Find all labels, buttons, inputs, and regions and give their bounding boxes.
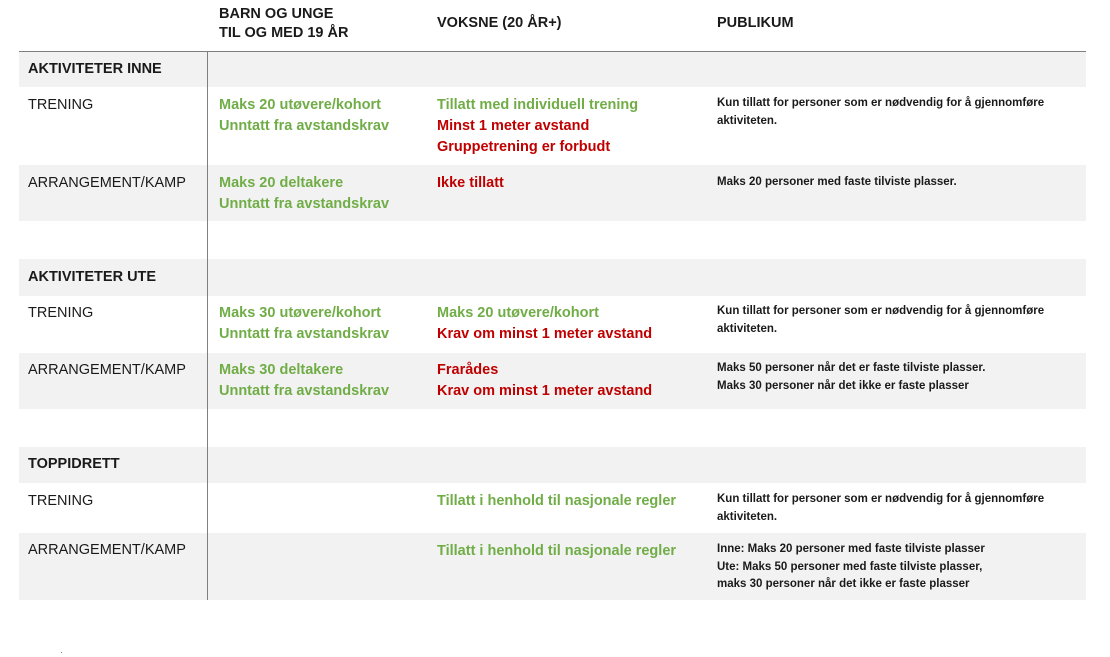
cell-line: Maks 50 personer når det er faste tilviste plasser. — [717, 362, 986, 374]
cell-line: aktiviteten. — [717, 322, 778, 335]
cell-line: Gruppetrening er forbudt — [437, 139, 611, 155]
cell-line: Ikke tillatt — [437, 175, 504, 191]
cell-line: Maks 20 utøvere/kohort — [219, 97, 381, 113]
cell-line: Tillatt i henhold til nasjonale regler — [437, 493, 677, 509]
cell-barn — [219, 95, 389, 137]
cell-publikum — [717, 303, 1077, 338]
column-divider — [207, 52, 208, 600]
cell-line: Kun tillatt for personer som er nødvendig for å gjennomføre — [717, 97, 1045, 109]
column-header-barn — [219, 5, 348, 43]
section-title: TOPPIDRETT — [28, 456, 120, 472]
row-label: TRENING — [28, 493, 94, 509]
cell-voksne — [437, 360, 652, 402]
cell-publikum — [717, 95, 1077, 130]
cell-line: Unntatt fra avstandskrav — [219, 196, 390, 212]
cell-barn — [219, 360, 389, 402]
stray-dot — [61, 652, 62, 653]
cell-line: Tillatt i henhold til nasjonale regler — [437, 543, 677, 559]
cell-line: aktiviteten. — [717, 114, 778, 127]
row-label: TRENING — [28, 97, 94, 113]
cell-line: Kun tillatt for personer som er nødvendig for å gjennomføre — [717, 305, 1045, 317]
cell-line: Maks 30 personer når det ikke er faste plasser — [717, 379, 969, 392]
table-row-toppidrett-trening — [19, 483, 1086, 533]
cell-line: Minst 1 meter avstand — [437, 118, 590, 134]
cell-publikum — [717, 491, 1077, 526]
cell-line: aktiviteten. — [717, 510, 778, 523]
cell-line: Krav om minst 1 meter avstand — [437, 326, 653, 342]
cell-publikum — [717, 174, 1077, 192]
section-title: AKTIVITETER INNE — [28, 61, 162, 77]
cell-line: maks 30 personer når det ikke er faste plasser — [717, 578, 970, 590]
table-row-toppidrett-arrangement — [19, 533, 1086, 600]
cell-voksne — [437, 541, 676, 562]
cell-barn — [219, 173, 389, 215]
cell-publikum — [717, 541, 1077, 594]
table-row-ute-trening — [19, 296, 1086, 353]
row-label: ARRANGEMENT/KAMP — [28, 362, 186, 378]
cell-line: Maks 20 personer med faste tilviste plasser. — [717, 176, 957, 188]
cell-line: Maks 30 deltakere — [219, 362, 344, 378]
cell-line: Maks 20 deltakere — [219, 175, 344, 191]
column-header-barn-line2: TIL OG MED 19 ÅR — [219, 25, 349, 41]
cell-line: Maks 30 utøvere/kohort — [219, 305, 381, 321]
cell-barn — [219, 303, 389, 345]
cell-line: Tillatt med individuell trening — [437, 97, 639, 113]
cell-line: Kun tillatt for personer som er nødvendig for å gjennomføre — [717, 493, 1045, 505]
cell-voksne — [437, 491, 676, 512]
table-row-ute-arrangement — [19, 353, 1086, 409]
cell-voksne — [437, 173, 504, 194]
cell-line: Maks 20 utøvere/kohort — [437, 305, 599, 321]
column-header-voksne: VOKSNE (20 ÅR+) — [437, 15, 562, 31]
row-label: TRENING — [28, 305, 94, 321]
table-row-inne-arrangement — [19, 165, 1086, 221]
section-title: AKTIVITETER UTE — [28, 269, 157, 285]
section-header-inne — [19, 52, 1086, 87]
cell-line: Unntatt fra avstandskrav — [219, 326, 390, 342]
cell-line: Frarådes — [437, 362, 499, 378]
section-header-ute — [19, 259, 1086, 296]
row-label: ARRANGEMENT/KAMP — [28, 542, 186, 558]
cell-line: Ute: Maks 50 personer med faste tilviste plasser, — [717, 560, 983, 573]
cell-line: Unntatt fra avstandskrav — [219, 118, 390, 134]
cell-line: Inne: Maks 20 personer med faste tilviste plasser — [717, 543, 985, 555]
column-header-barn-line1: BARN OG UNGE — [219, 6, 334, 22]
cell-publikum — [717, 360, 1077, 395]
cell-voksne — [437, 303, 652, 345]
column-header-publikum: PUBLIKUM — [717, 15, 794, 31]
cell-voksne — [437, 95, 638, 158]
cell-line: Krav om minst 1 meter avstand — [437, 383, 653, 399]
cell-line: Unntatt fra avstandskrav — [219, 383, 390, 399]
section-header-toppidrett — [19, 447, 1086, 483]
row-label: ARRANGEMENT/KAMP — [28, 175, 186, 191]
table-row-inne-trening — [19, 87, 1086, 165]
